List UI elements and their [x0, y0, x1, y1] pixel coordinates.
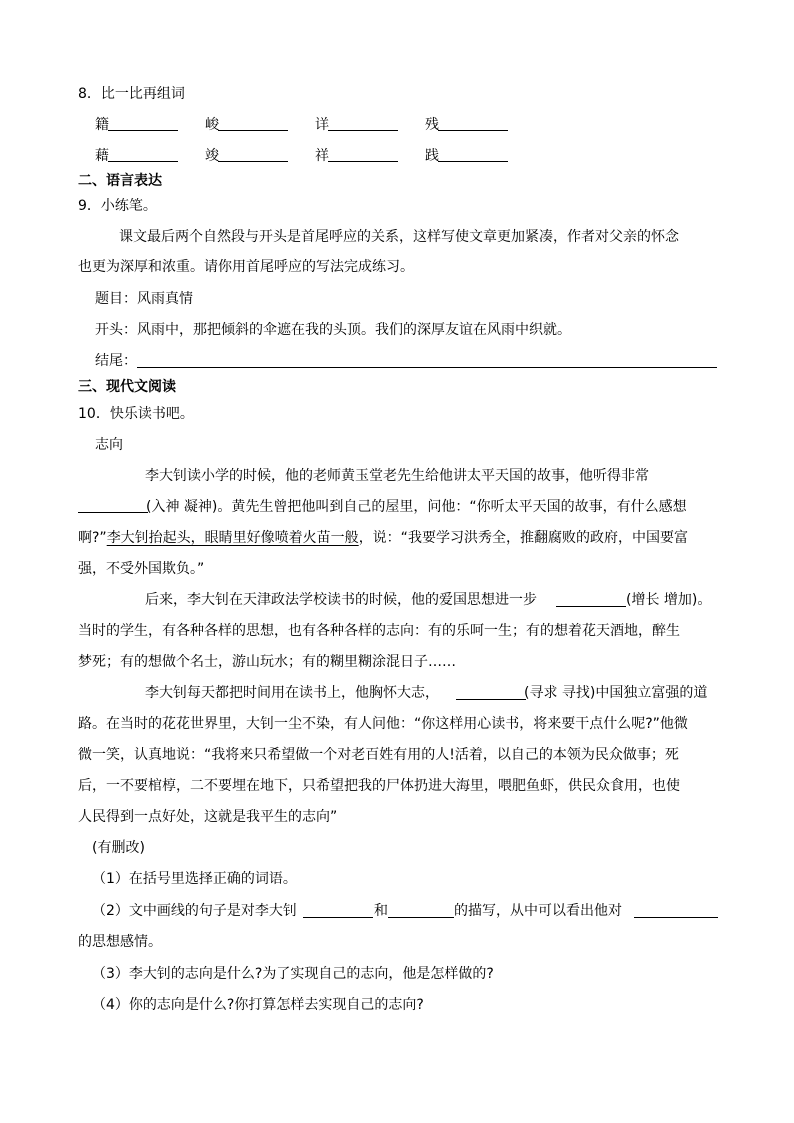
p3-line-4: 后，一不要棺椁，二不要埋在地下，只希望把我的尸体扔进大海里，喂肥鱼虾，供民众食用，也使 [78, 778, 680, 794]
sub-question-1: （1）在括号里选择正确的词语。 [92, 871, 297, 887]
q8-blank-5[interactable] [108, 161, 178, 162]
q8-blank-3[interactable] [328, 130, 398, 131]
p1-line-3 [78, 528, 688, 548]
q9-title: 9．小练笔。 [78, 198, 157, 214]
q8-char-1: 籍 [95, 117, 109, 133]
source-note: (有删改) [92, 840, 145, 856]
p3-line-2: 路。在当时的花花世界里，大钊一尘不染，有人问他：“你这样用心读书，将来要干点什么呢?”他微 [78, 716, 688, 732]
p2-line-2: 当时的学生，有各种各样的思想，也有各种各样的志向：有的乐呵一生；有的想着花天酒地，醉生 [78, 623, 680, 639]
q9-ending-label: 结尾： [95, 353, 137, 369]
q8-blank-6[interactable] [218, 161, 288, 162]
sub-question-2-d: 的思想感情。 [78, 934, 162, 950]
q9-ending-blank[interactable] [137, 367, 717, 368]
passage-title: 志向 [95, 437, 123, 453]
sub-question-2-blank-3[interactable] [634, 917, 718, 918]
q9-opening: 开头：风雨中，那把倾斜的伞遮在我的头顶。我们的深厚友谊在风雨中织就。 [95, 322, 571, 338]
p3-line-1-end: (寻求 寻找)中国独立富强的道 [524, 685, 708, 701]
p1-line-4: 强，不受外国欺负。” [78, 561, 205, 577]
q8-title: 8．比一比再组词 [78, 86, 185, 102]
q8-blank-4[interactable] [438, 130, 508, 131]
p2-line-3: 梦死；有的想做个名士，游山玩水；有的糊里糊涂混日子…… [78, 654, 456, 670]
p1-line-3-start: 啊?” [78, 530, 107, 546]
q8-char-6: 竣 [205, 148, 219, 164]
q8-blank-8[interactable] [438, 161, 508, 162]
p1-line-1: 李大钊读小学的时候，他的老师黄玉堂老先生给他讲太平天国的故事，他听得非常 [145, 468, 649, 484]
q9-para-line-1: 课文最后两个自然段与开头是首尾呼应的关系，这样写使文章更加紧凑，作者对父亲的怀念 [119, 229, 679, 245]
sub-question-2-b: 和 [374, 903, 388, 919]
p2-blank[interactable] [556, 606, 626, 607]
p1-blank[interactable] [78, 512, 148, 513]
q8-char-3: 详 [315, 117, 329, 133]
q8-char-5: 藉 [95, 148, 109, 164]
q9-topic: 题目：风雨真情 [95, 291, 193, 307]
p3-blank[interactable] [456, 699, 526, 700]
section-2-heading: 二、语言表达 [78, 173, 162, 189]
p3-line-1-start: 李大钊每天都把时间用在读书上，他胸怀大志， [145, 685, 439, 701]
p1-line-2: (入神 凝神)。黄先生曾把他叫到自己的屋里，问他：“你听太平天国的故事，有什么感想 [146, 499, 687, 515]
sub-question-3: （3）李大钊的志向是什么?为了实现自己的志向，他是怎样做的? [92, 966, 494, 982]
sub-question-2-a: （2）文中画线的句子是对李大钊 [92, 903, 297, 919]
sub-question-2-blank-2[interactable] [388, 917, 454, 918]
q9-para-line-2: 也更为深厚和浓重。请你用首尾呼应的写法完成练习。 [78, 259, 414, 275]
p3-line-5: 人民得到一点好处，这就是我平生的志向” [78, 809, 338, 825]
sub-question-4: （4）你的志向是什么?你打算怎样去实现自己的志向? [92, 997, 424, 1013]
q8-blank-2[interactable] [218, 130, 288, 131]
p2-line-1: 后来，李大钊在天津政法学校读书的时候，他的爱国思想进一步 [145, 592, 537, 608]
q8-blank-7[interactable] [328, 161, 398, 162]
q8-char-4: 残 [425, 117, 439, 133]
q8-char-2: 峻 [205, 117, 219, 133]
q8-char-7: 祥 [315, 148, 329, 164]
p3-line-3: 微一笑，认真地说：“我将来只希望做一个对老百姓有用的人!活着，以自己的本领为民众做事；死 [78, 747, 679, 763]
underlined-sentence: 李大钊抬起头，眼睛里好像喷着火苗一般 [106, 530, 359, 546]
q8-blank-1[interactable] [108, 130, 178, 131]
p2-option: (增长 增加)。 [626, 592, 712, 608]
q8-char-8: 践 [425, 148, 439, 164]
section-3-heading: 三、现代文阅读 [78, 379, 176, 395]
sub-question-2-c: 的描写，从中可以看出他对 [454, 903, 622, 919]
q10-title: 10．快乐读书吧。 [78, 406, 194, 422]
p1-line-3-end: ，说：“我要学习洪秀全，推翻腐败的政府，中国要富 [358, 530, 688, 546]
sub-question-2-blank-1[interactable] [303, 917, 373, 918]
